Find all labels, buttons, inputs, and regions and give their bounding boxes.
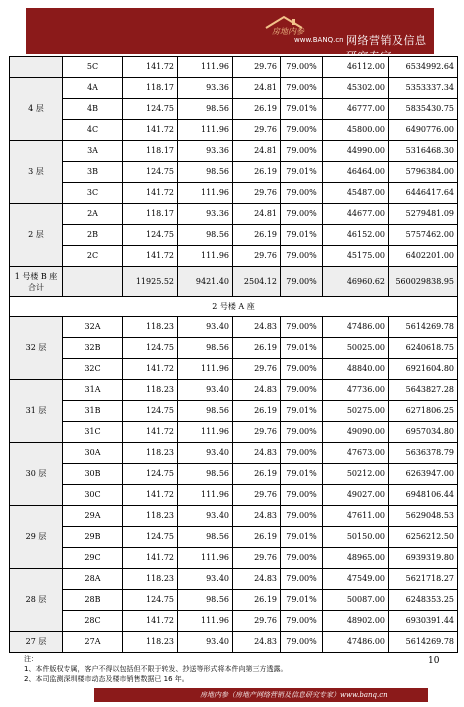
cell-pct: 79.01% xyxy=(281,527,323,548)
cell-v2: 98.56 xyxy=(178,162,233,183)
notes-label: 注： xyxy=(24,655,38,663)
cell-v3: 26.19 xyxy=(233,162,281,183)
cell-v1: 141.72 xyxy=(123,485,178,506)
cell-unit: 5C xyxy=(63,57,123,78)
cell-v1: 118.23 xyxy=(123,632,178,653)
table-row xyxy=(10,99,458,120)
table-row xyxy=(10,485,458,506)
floor-cell: 27 层 xyxy=(10,632,63,653)
cell-v2: 93.40 xyxy=(178,506,233,527)
cell-total: 6948106.44 xyxy=(389,485,458,506)
cell-price: 44990.00 xyxy=(323,141,389,162)
table-row xyxy=(10,464,458,485)
cell-v2: 98.56 xyxy=(178,527,233,548)
section-row xyxy=(10,297,458,317)
cell-unit: 3A xyxy=(63,141,123,162)
cell-total: 5643827.28 xyxy=(389,380,458,401)
table-row xyxy=(10,204,458,225)
table-row xyxy=(10,57,458,78)
cell-v1: 141.72 xyxy=(123,548,178,569)
cell-unit: 4C xyxy=(63,120,123,141)
cell-v3: 29.76 xyxy=(233,548,281,569)
cell-v1: 124.75 xyxy=(123,225,178,246)
table-row xyxy=(10,78,458,99)
cell-total: 5621718.27 xyxy=(389,569,458,590)
cell-price: 47549.00 xyxy=(323,569,389,590)
table-row xyxy=(10,359,458,380)
cell-v3: 26.19 xyxy=(233,338,281,359)
cell-price: 47486.00 xyxy=(323,632,389,653)
cell-v3: 24.81 xyxy=(233,141,281,162)
section-title: 2 号楼 A 座 xyxy=(10,297,458,317)
cell-unit: 4A xyxy=(63,78,123,99)
sales-table xyxy=(9,56,458,653)
cell-pct: 79.00% xyxy=(281,141,323,162)
cell-pct: 79.01% xyxy=(281,464,323,485)
cell-price: 50150.00 xyxy=(323,527,389,548)
cell-price: 44677.00 xyxy=(323,204,389,225)
summary-label: 1 号楼 B 座 合计 xyxy=(10,267,63,297)
cell-unit: 2C xyxy=(63,246,123,267)
cell-unit: 29C xyxy=(63,548,123,569)
cell-v1: 118.23 xyxy=(123,443,178,464)
cell-total: 5279481.09 xyxy=(389,204,458,225)
cell-total: 6921604.80 xyxy=(389,359,458,380)
cell-v3: 29.76 xyxy=(233,359,281,380)
table-row xyxy=(10,141,458,162)
cell-pct: 79.01% xyxy=(281,162,323,183)
table-row xyxy=(10,548,458,569)
cell-total: 6534992.64 xyxy=(389,57,458,78)
cell-pct: 79.00% xyxy=(281,632,323,653)
cell-v3: 26.19 xyxy=(233,527,281,548)
cell-unit: 30B xyxy=(63,464,123,485)
notes xyxy=(24,654,287,684)
brand-url: www.BANQ.cn xyxy=(294,36,344,44)
cell-unit: 31A xyxy=(63,380,123,401)
cell-v1: 141.72 xyxy=(123,246,178,267)
cell-total: 5614269.78 xyxy=(389,317,458,338)
cell-v3: 29.76 xyxy=(233,120,281,141)
cell-price: 47486.00 xyxy=(323,317,389,338)
cell-price: 46777.00 xyxy=(323,99,389,120)
floor-cell xyxy=(10,57,63,78)
cell-total: 5796384.00 xyxy=(389,162,458,183)
cell-v2: 93.36 xyxy=(178,141,233,162)
floor-cell: 3 层 xyxy=(10,141,63,204)
cell-price: 45800.00 xyxy=(323,120,389,141)
cell-v1: 124.75 xyxy=(123,338,178,359)
cell-v3: 24.83 xyxy=(233,380,281,401)
table-row xyxy=(10,506,458,527)
cell-v1: 141.72 xyxy=(123,57,178,78)
cell-v2: 98.56 xyxy=(178,401,233,422)
header-title: 网络营销及信息研究专家 xyxy=(346,34,427,63)
cell-pct: 79.01% xyxy=(281,590,323,611)
cell-v3: 26.19 xyxy=(233,99,281,120)
summary-total: 560029838.95 xyxy=(389,267,458,297)
cell-v3: 24.83 xyxy=(233,506,281,527)
cell-v1: 124.75 xyxy=(123,527,178,548)
floor-cell: 4 层 xyxy=(10,78,63,141)
table-row xyxy=(10,422,458,443)
cell-v2: 111.96 xyxy=(178,359,233,380)
summary-unit xyxy=(63,267,123,297)
cell-total: 6490776.00 xyxy=(389,120,458,141)
cell-pct: 79.00% xyxy=(281,120,323,141)
cell-v1: 124.75 xyxy=(123,590,178,611)
cell-pct: 79.00% xyxy=(281,359,323,380)
cell-price: 50212.00 xyxy=(323,464,389,485)
cell-total: 5316468.30 xyxy=(389,141,458,162)
cell-v2: 93.40 xyxy=(178,380,233,401)
cell-v3: 26.19 xyxy=(233,590,281,611)
cell-pct: 79.00% xyxy=(281,569,323,590)
page-number: 10 xyxy=(428,656,440,666)
cell-pct: 79.00% xyxy=(281,317,323,338)
cell-total: 6446417.64 xyxy=(389,183,458,204)
page-header xyxy=(26,8,434,63)
cell-unit: 32A xyxy=(63,317,123,338)
cell-unit: 32B xyxy=(63,338,123,359)
cell-total: 6263947.00 xyxy=(389,464,458,485)
cell-unit: 29B xyxy=(63,527,123,548)
cell-pct: 79.00% xyxy=(281,57,323,78)
cell-v1: 118.23 xyxy=(123,506,178,527)
cell-v1: 118.23 xyxy=(123,380,178,401)
cell-unit: 29A xyxy=(63,506,123,527)
cell-v3: 26.19 xyxy=(233,225,281,246)
table-row xyxy=(10,162,458,183)
table-row xyxy=(10,527,458,548)
cell-price: 46464.00 xyxy=(323,162,389,183)
cell-pct: 79.01% xyxy=(281,99,323,120)
cell-price: 48840.00 xyxy=(323,359,389,380)
cell-v2: 93.40 xyxy=(178,317,233,338)
cell-price: 45175.00 xyxy=(323,246,389,267)
cell-v3: 24.81 xyxy=(233,78,281,99)
cell-price: 50025.00 xyxy=(323,338,389,359)
cell-v2: 93.40 xyxy=(178,443,233,464)
floor-cell: 28 层 xyxy=(10,569,63,632)
cell-v1: 141.72 xyxy=(123,422,178,443)
cell-total: 6256212.50 xyxy=(389,527,458,548)
cell-v1: 124.75 xyxy=(123,401,178,422)
cell-v2: 111.96 xyxy=(178,485,233,506)
cell-v3: 26.19 xyxy=(233,464,281,485)
table-row xyxy=(10,338,458,359)
cell-total: 6930391.44 xyxy=(389,611,458,632)
cell-v3: 24.83 xyxy=(233,317,281,338)
cell-price: 46152.00 xyxy=(323,225,389,246)
cell-v1: 141.72 xyxy=(123,183,178,204)
cell-v1: 141.72 xyxy=(123,611,178,632)
cell-price: 49090.00 xyxy=(323,422,389,443)
cell-v2: 93.36 xyxy=(178,78,233,99)
cell-unit: 28B xyxy=(63,590,123,611)
table-row xyxy=(10,632,458,653)
cell-v3: 24.81 xyxy=(233,204,281,225)
cell-v3: 29.76 xyxy=(233,611,281,632)
cell-pct: 79.00% xyxy=(281,485,323,506)
cell-pct: 79.00% xyxy=(281,78,323,99)
cell-v2: 111.96 xyxy=(178,183,233,204)
cell-pct: 79.01% xyxy=(281,401,323,422)
cell-v3: 24.83 xyxy=(233,443,281,464)
cell-unit: 2A xyxy=(63,204,123,225)
cell-v1: 118.23 xyxy=(123,317,178,338)
cell-total: 6240618.75 xyxy=(389,338,458,359)
cell-v2: 98.56 xyxy=(178,225,233,246)
floor-cell: 31 层 xyxy=(10,380,63,443)
cell-v3: 24.83 xyxy=(233,569,281,590)
cell-total: 6939319.80 xyxy=(389,548,458,569)
cell-unit: 30A xyxy=(63,443,123,464)
cell-price: 48965.00 xyxy=(323,548,389,569)
cell-v2: 93.40 xyxy=(178,569,233,590)
cell-unit: 31B xyxy=(63,401,123,422)
cell-v2: 98.56 xyxy=(178,590,233,611)
table-row xyxy=(10,120,458,141)
cell-total: 6957034.80 xyxy=(389,422,458,443)
cell-total: 6271806.25 xyxy=(389,401,458,422)
table-row xyxy=(10,590,458,611)
cell-pct: 79.01% xyxy=(281,225,323,246)
cell-v2: 111.96 xyxy=(178,246,233,267)
cell-v2: 111.96 xyxy=(178,548,233,569)
cell-v2: 111.96 xyxy=(178,611,233,632)
cell-total: 5629048.53 xyxy=(389,506,458,527)
cell-v1: 124.75 xyxy=(123,99,178,120)
cell-v2: 98.56 xyxy=(178,338,233,359)
cell-pct: 79.00% xyxy=(281,548,323,569)
cell-v1: 124.75 xyxy=(123,162,178,183)
cell-unit: 31C xyxy=(63,422,123,443)
table-row xyxy=(10,225,458,246)
cell-unit: 3B xyxy=(63,162,123,183)
cell-v2: 93.40 xyxy=(178,632,233,653)
page-footer xyxy=(0,682,464,707)
cell-v3: 29.76 xyxy=(233,57,281,78)
summary-price: 46960.62 xyxy=(323,267,389,297)
cell-total: 5614269.78 xyxy=(389,632,458,653)
cell-total: 6402201.00 xyxy=(389,246,458,267)
cell-pct: 79.00% xyxy=(281,380,323,401)
cell-price: 47611.00 xyxy=(323,506,389,527)
cell-v2: 98.56 xyxy=(178,99,233,120)
cell-unit: 2B xyxy=(63,225,123,246)
cell-price: 45302.00 xyxy=(323,78,389,99)
cell-v3: 24.83 xyxy=(233,632,281,653)
floor-cell: 2 层 xyxy=(10,204,63,267)
cell-v1: 118.23 xyxy=(123,569,178,590)
cell-v1: 118.17 xyxy=(123,78,178,99)
floor-cell: 29 层 xyxy=(10,506,63,569)
summary-v2: 9421.40 xyxy=(178,267,233,297)
cell-pct: 79.00% xyxy=(281,422,323,443)
summary-pct: 79.00% xyxy=(281,267,323,297)
cell-unit: 32C xyxy=(63,359,123,380)
cell-price: 50275.00 xyxy=(323,401,389,422)
cell-price: 50087.00 xyxy=(323,590,389,611)
cell-price: 45487.00 xyxy=(323,183,389,204)
cell-v3: 26.19 xyxy=(233,401,281,422)
cell-unit: 4B xyxy=(63,99,123,120)
cell-pct: 79.00% xyxy=(281,204,323,225)
cell-pct: 79.00% xyxy=(281,183,323,204)
cell-price: 46112.00 xyxy=(323,57,389,78)
summary-v1: 11925.52 xyxy=(123,267,178,297)
footer-text: 房地内参（房地产网络营销及信息研究专家）www.banq.cn xyxy=(200,691,388,699)
cell-v2: 111.96 xyxy=(178,422,233,443)
cell-v2: 111.96 xyxy=(178,120,233,141)
table-row xyxy=(10,401,458,422)
cell-v1: 118.17 xyxy=(123,204,178,225)
cell-pct: 79.00% xyxy=(281,246,323,267)
cell-pct: 79.00% xyxy=(281,443,323,464)
table-row xyxy=(10,183,458,204)
floor-cell: 32 层 xyxy=(10,317,63,380)
cell-unit: 27A xyxy=(63,632,123,653)
cell-pct: 79.00% xyxy=(281,506,323,527)
cell-v2: 111.96 xyxy=(178,57,233,78)
table-row xyxy=(10,443,458,464)
cell-unit: 3C xyxy=(63,183,123,204)
notes-line-1: 1、本件版权专属，客户不得以包括但不限于转发、抄送等形式将本件向第三方透露。 xyxy=(24,665,288,673)
cell-total: 5757462.00 xyxy=(389,225,458,246)
cell-price: 47673.00 xyxy=(323,443,389,464)
cell-v3: 29.76 xyxy=(233,183,281,204)
table-row xyxy=(10,569,458,590)
floor-cell: 30 层 xyxy=(10,443,63,506)
cell-v2: 98.56 xyxy=(178,464,233,485)
notes-line-2: 2、本司监测深圳楼市动态及楼市销售数据已 16 年。 xyxy=(24,675,189,683)
cell-unit: 28C xyxy=(63,611,123,632)
cell-total: 6248353.25 xyxy=(389,590,458,611)
summary-row xyxy=(10,267,458,297)
cell-v1: 141.72 xyxy=(123,359,178,380)
cell-v3: 29.76 xyxy=(233,422,281,443)
cell-pct: 79.00% xyxy=(281,611,323,632)
table-row xyxy=(10,317,458,338)
cell-v3: 29.76 xyxy=(233,246,281,267)
cell-v1: 118.17 xyxy=(123,141,178,162)
table-row xyxy=(10,246,458,267)
summary-v3: 2504.12 xyxy=(233,267,281,297)
cell-total: 5835430.75 xyxy=(389,99,458,120)
cell-v1: 124.75 xyxy=(123,464,178,485)
cell-unit: 30C xyxy=(63,485,123,506)
table-row xyxy=(10,380,458,401)
cell-v1: 141.72 xyxy=(123,120,178,141)
cell-total: 5353337.34 xyxy=(389,78,458,99)
cell-price: 48902.00 xyxy=(323,611,389,632)
cell-v2: 93.36 xyxy=(178,204,233,225)
cell-total: 5636378.79 xyxy=(389,443,458,464)
cell-v3: 29.76 xyxy=(233,485,281,506)
cell-price: 49027.00 xyxy=(323,485,389,506)
cell-unit: 28A xyxy=(63,569,123,590)
cell-pct: 79.01% xyxy=(281,338,323,359)
cell-price: 47736.00 xyxy=(323,380,389,401)
logo-text: 房地内参 xyxy=(272,27,304,36)
table-row xyxy=(10,611,458,632)
